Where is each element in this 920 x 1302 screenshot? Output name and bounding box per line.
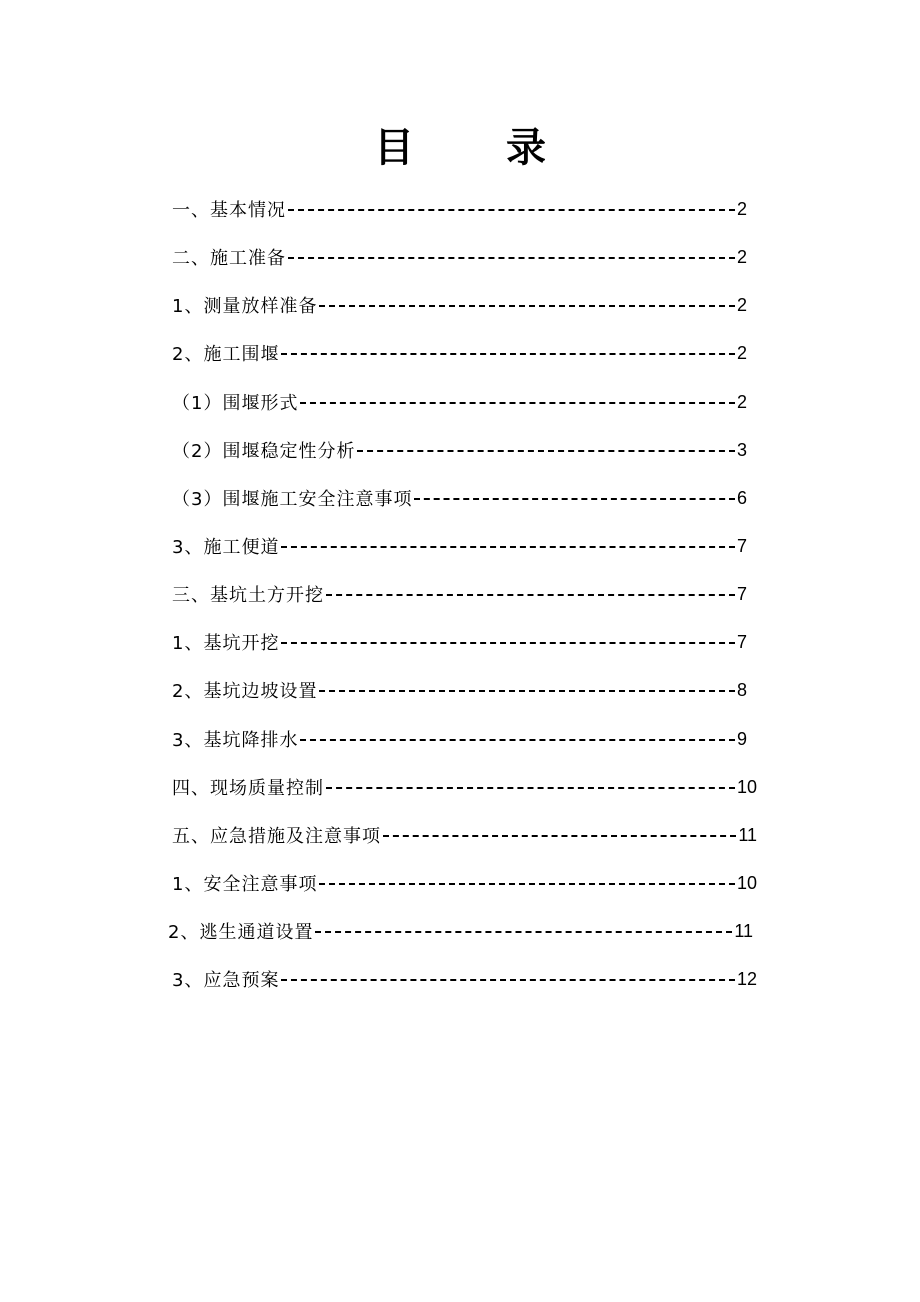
- toc-page-number: 7: [736, 535, 747, 556]
- toc-entry[interactable]: [172, 435, 747, 465]
- toc-entry-label: 1、安全注意事项: [172, 874, 318, 895]
- toc-entry[interactable]: [172, 194, 747, 224]
- toc-leader: [300, 402, 735, 404]
- toc-page-number: 6: [736, 487, 747, 508]
- title-char-2: 录: [506, 124, 546, 171]
- toc-entry[interactable]: [172, 724, 747, 754]
- toc-entry[interactable]: [172, 868, 757, 898]
- toc-leader: [300, 739, 735, 741]
- toc-leader: [326, 787, 735, 789]
- toc-leader: [281, 642, 735, 644]
- toc-entry-label: 二、施工准备: [172, 248, 286, 269]
- toc-page-number: 2: [736, 342, 747, 363]
- toc-leader: [319, 305, 735, 307]
- toc-entry[interactable]: [172, 964, 757, 994]
- toc-entry[interactable]: [172, 675, 747, 705]
- toc-entry-label: （2）围堰稳定性分析: [172, 441, 356, 462]
- toc-page-number: 2: [736, 294, 747, 315]
- toc-entry-label: 1、测量放样准备: [172, 296, 318, 317]
- toc-leader: [281, 979, 735, 981]
- toc-page-number: 10: [736, 776, 757, 797]
- toc-entry-label: 三、基坑土方开挖: [172, 585, 324, 606]
- toc-page-number: 11: [738, 824, 757, 845]
- toc-page-number: 2: [736, 246, 747, 267]
- toc-leader: [288, 257, 735, 259]
- toc-page-number: 3: [736, 439, 747, 460]
- toc-entry[interactable]: [172, 338, 747, 368]
- toc-entry-label: 1、基坑开挖: [172, 633, 280, 654]
- toc-leader: [357, 450, 735, 452]
- toc-entry[interactable]: [172, 579, 747, 609]
- toc-page-number: 7: [736, 631, 747, 652]
- toc-leader: [319, 883, 735, 885]
- toc-leader: [326, 594, 735, 596]
- toc-leader: [319, 690, 735, 692]
- toc-page-number: 7: [736, 583, 747, 604]
- toc-entry[interactable]: [172, 290, 747, 320]
- toc-entry[interactable]: [172, 387, 747, 417]
- toc-page-number: 2: [736, 198, 747, 219]
- toc-leader: [281, 353, 735, 355]
- title-char-1: 目: [374, 124, 414, 171]
- toc-entry-label: 五、应急措施及注意事项: [172, 826, 381, 847]
- toc-entry-label: 2、逃生通道设置: [168, 922, 314, 943]
- toc-entry-label: 2、施工围堰: [172, 344, 280, 365]
- toc-entry-label: （1）围堰形式: [172, 393, 299, 414]
- toc-entry-label: 3、施工便道: [172, 537, 280, 558]
- toc-entry[interactable]: [172, 483, 747, 513]
- toc-page-number: 11: [734, 920, 753, 941]
- toc-page-number: 8: [736, 679, 747, 700]
- toc-entry-label: 3、应急预案: [172, 970, 280, 991]
- toc-entry[interactable]: [172, 772, 757, 802]
- toc-entry[interactable]: [172, 820, 757, 850]
- toc-entry-label: 3、基坑降排水: [172, 730, 299, 751]
- toc-entry[interactable]: [168, 916, 753, 946]
- toc-entry[interactable]: [172, 242, 747, 272]
- toc-entry[interactable]: [172, 531, 747, 561]
- toc-leader: [414, 498, 735, 500]
- toc-leader: [288, 209, 735, 211]
- toc-leader: [315, 931, 732, 933]
- toc-page-number: 9: [736, 728, 747, 749]
- toc-entry-label: 四、现场质量控制: [172, 778, 324, 799]
- toc-page-number: 2: [736, 391, 747, 412]
- toc-leader: [281, 546, 735, 548]
- toc-entry-label: （3）围堰施工安全注意事项: [172, 489, 413, 510]
- toc-leader: [383, 835, 736, 837]
- toc-entry-label: 2、基坑边坡设置: [172, 681, 318, 702]
- toc-page-number: 12: [736, 968, 757, 989]
- toc-entry[interactable]: [172, 627, 747, 657]
- toc-page-number: 10: [736, 872, 757, 893]
- toc-entry-label: 一、基本情况: [172, 200, 286, 221]
